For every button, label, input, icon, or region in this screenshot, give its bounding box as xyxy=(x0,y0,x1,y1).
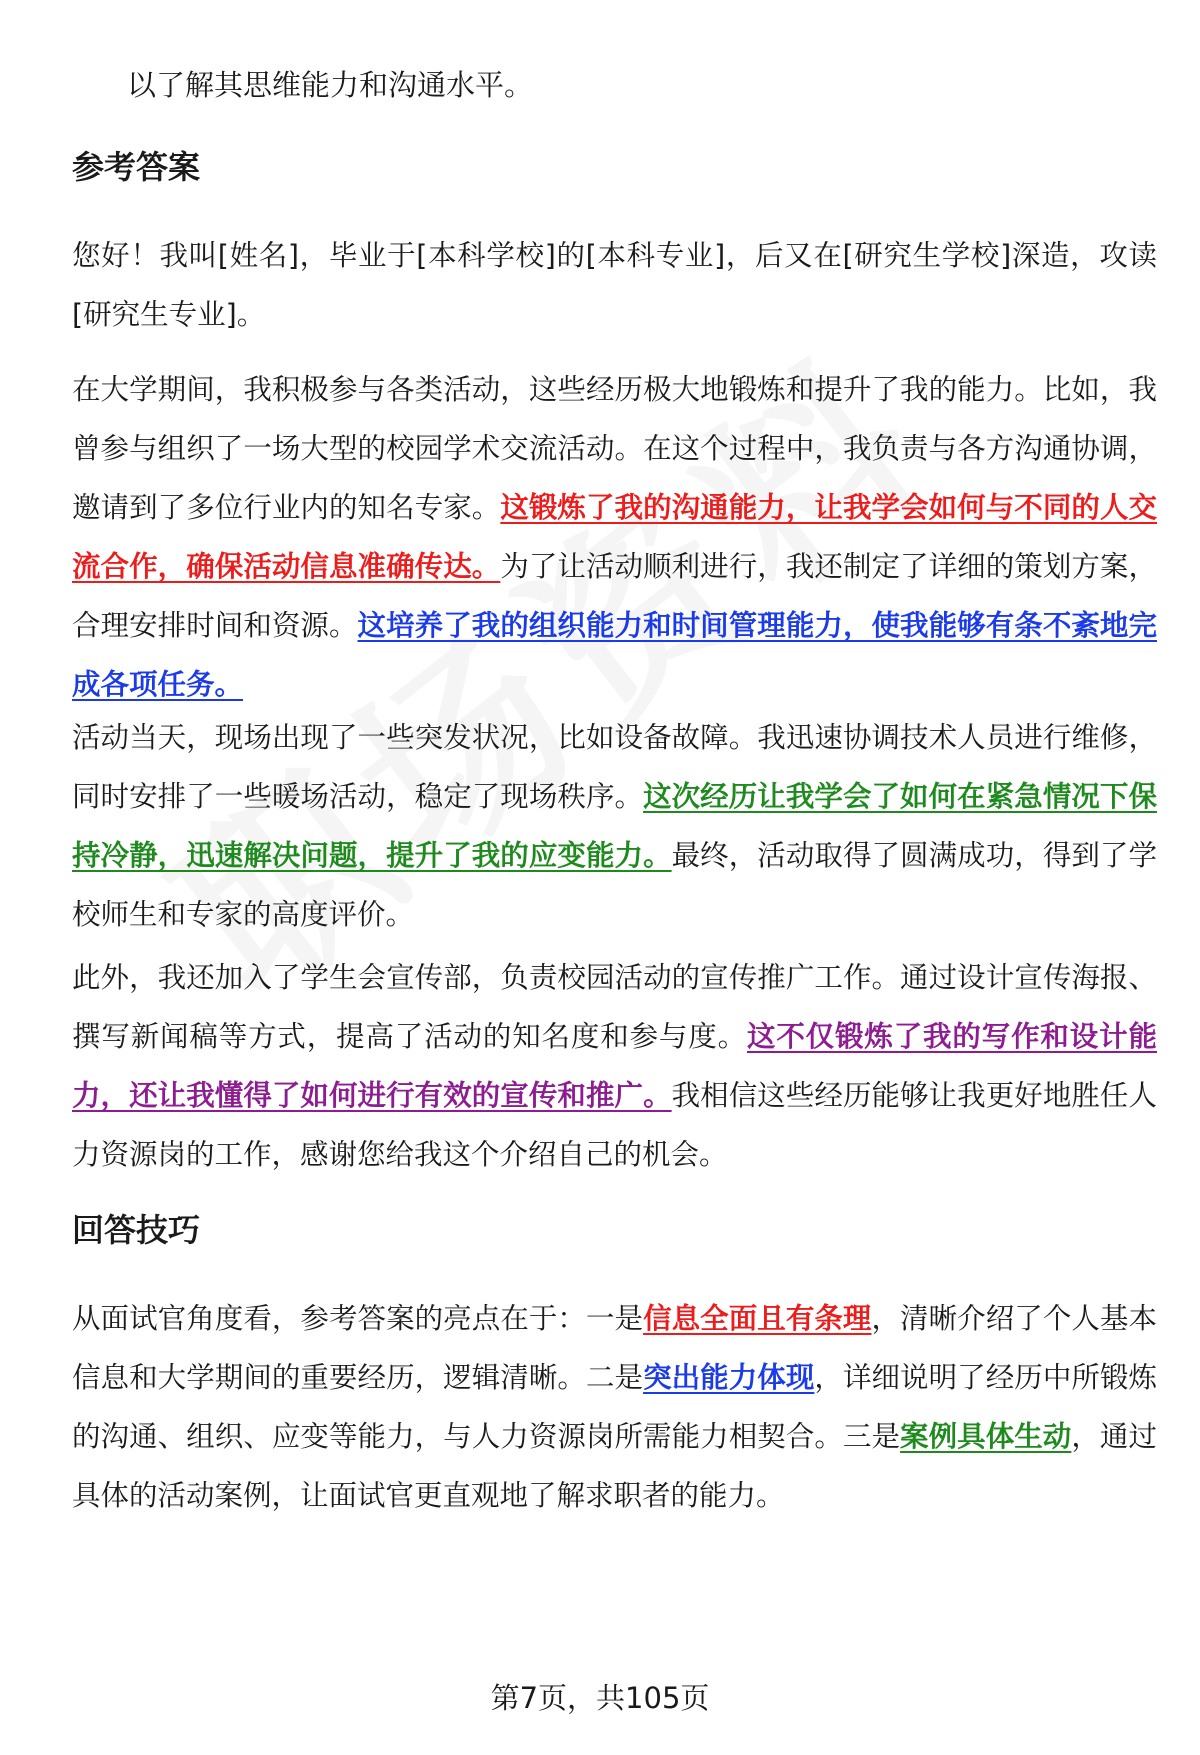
highlight-organization: 这培养了我的组织能力和时间管理能力，使我能够有条不紊地完成各项任务。 xyxy=(72,609,1157,701)
highlight-adaptability: 这次经历让我学会了如何在紧急情况下保持冷静，迅速解决问题，提升了我的应变能力。 xyxy=(72,780,1157,872)
highlight-communication: 这锻炼了我的沟通能力，让我学会如何与不同的人交流合作，确保活动信息准确传达。 xyxy=(72,491,1157,583)
text-span: 为了让活动顺利进行，我还制定了详细的策划方案，合理安排时间和资源。 xyxy=(72,550,1157,642)
highlight-info-complete: 信息全面且有条理 xyxy=(643,1302,872,1335)
answer-paragraph-4 xyxy=(72,948,1157,1184)
section-title-reference-answer: 参考答案 xyxy=(72,148,201,186)
text-span: ，通过具体的活动案例，让面试官更直观地了解求职者的能力。 xyxy=(72,1420,1157,1512)
text-span: 此外，我还加入了学生会宣传部，负责校园活动的宣传推广工作。通过设计宣传海报、撰写新闻稿等方式，提高了活动的知名度和参与度。 xyxy=(72,961,1157,1053)
text-span: ，详细说明了经历中所锻炼的沟通、组织、应变等能力，与人力资源岗所需能力相契合。三是 xyxy=(72,1361,1157,1453)
highlight-writing-design: 这不仅锻炼了我的写作和设计能力，还让我懂得了如何进行有效的宣传和推广。 xyxy=(72,1020,1157,1112)
highlight-ability: 突出能力体现 xyxy=(643,1361,815,1394)
tips-paragraph xyxy=(72,1289,1157,1525)
intro-line: 以了解其思维能力和沟通水平。 xyxy=(127,68,534,102)
text-span: 活动当天，现场出现了一些突发状况，比如设备故障。我迅速协调技术人员进行维修，同时安排了一些暖场活动，稳定了现场秩序。 xyxy=(72,721,1157,813)
text-span: 从面试官角度看，参考答案的亮点在于：一是 xyxy=(72,1302,644,1335)
highlight-case-vivid: 案例具体生动 xyxy=(900,1420,1072,1453)
text-span: 最终，活动取得了圆满成功，得到了学校师生和专家的高度评价。 xyxy=(72,839,1157,931)
page-number-footer: 第7页，共105页 xyxy=(490,1681,710,1715)
text-span: 在大学期间，我积极参与各类活动，这些经历极大地锻炼和提升了我的能力。比如，我曾参与组织了一场大型的校园学术交流活动。在这个过程中，我负责与各方沟通协调，邀请到了多位行业内的知名专家。 xyxy=(72,373,1157,524)
text-span: 我相信这些经历能够让我更好地胜任人力资源岗的工作，感谢您给我这个介绍自己的机会。 xyxy=(72,1079,1157,1171)
answer-paragraph-2 xyxy=(72,360,1157,714)
section-title-answer-tips: 回答技巧 xyxy=(72,1211,201,1249)
text-span: ，清晰介绍了个人基本信息和大学期间的重要经历，逻辑清晰。二是 xyxy=(72,1302,1157,1394)
answer-paragraph-3 xyxy=(72,708,1157,944)
answer-paragraph-1: 您好！我叫[姓名]，毕业于[本科学校]的[本科专业]，后又在[研究生学校]深造，攻读[研究生专业]。 xyxy=(72,239,1157,331)
